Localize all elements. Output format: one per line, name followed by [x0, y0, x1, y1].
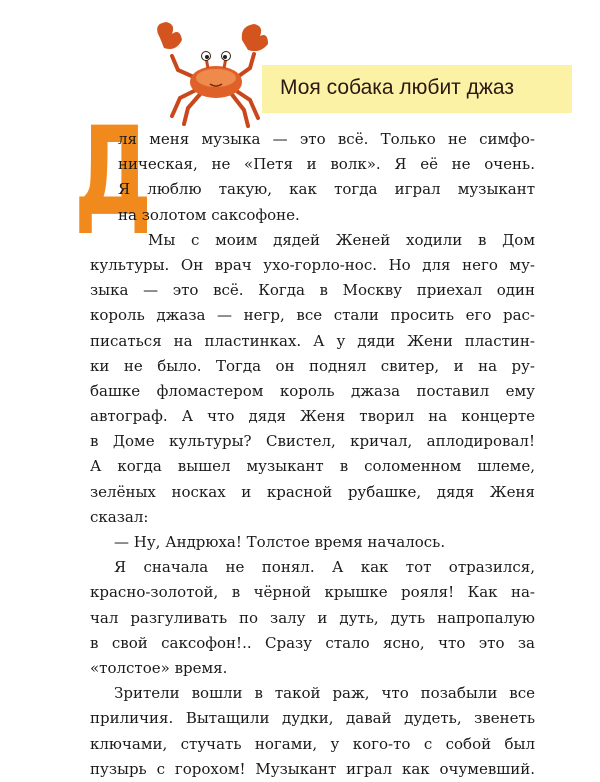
chapter-title: Моя собака любит джаз	[280, 76, 515, 99]
text-line: автограф. А что дядя Женя творил на концерте	[90, 407, 535, 426]
text-line: зелёных носках и красной рубашке, дядя Женя	[90, 482, 535, 501]
text-line: в свой саксофон!.. Сразу стало ясно, что это за	[90, 633, 535, 652]
text-line: ключами, стучать ногами, у кого-то с собой был	[90, 734, 535, 753]
text-line: приличия. Вытащили дудки, давай дудеть, звенеть	[90, 709, 535, 728]
text-line: в Доме культуры? Свистел, кричал, аплодировал!	[90, 432, 535, 451]
text-line: зыка — это всё. Когда в Москву приехал один	[90, 281, 535, 300]
text-line: Я сначала не понял. А как тот отразился,	[114, 558, 535, 577]
text-line: А когда вышел музыкант в соломенном шлеме,	[90, 457, 535, 476]
text-line: король джаза — негр, все стали просить его рас-	[90, 306, 535, 325]
text-line: чал разгуливать по залу и дуть, дуть напропалую	[90, 608, 535, 627]
text-line: Зрители вошли в такой раж, что позабыли все	[114, 684, 535, 703]
story-text	[90, 127, 535, 782]
text-line: башке фломастером король джаза поставил ему	[90, 381, 535, 400]
text-line: ки не было. Тогда он поднял свитер, и на ру-	[90, 356, 535, 375]
text-line: «толстое» время.	[90, 658, 228, 677]
text-line: Мы с моим дядей Женей ходили в Дом	[148, 230, 535, 249]
text-line: ническая, не «Петя и волк». Я её не очень.	[118, 155, 535, 174]
text-line: на золотом саксофоне.	[118, 205, 300, 224]
drop-cap: Д	[74, 101, 153, 243]
crab-illustration	[150, 18, 275, 128]
text-line: Я люблю такую, как тогда играл музыкант	[118, 180, 535, 199]
text-line: красно-золотой, в чёрной крышке рояля! Как на-	[90, 583, 535, 602]
text-line: писаться на пластинках. А у дяди Жени пластин-	[90, 331, 535, 350]
text-line: пузырь с горохом! Музыкант играл как очумевший.	[90, 759, 535, 778]
text-line: ля меня музыка — это всё. Только не симфо-	[118, 130, 535, 148]
text-line: сказал:	[90, 507, 149, 526]
text-line: культуры. Он врач ухо-горло-нос. Но для него му-	[90, 255, 535, 274]
text-line: — Ну, Андрюха! Толстое время началось.	[114, 533, 446, 551]
